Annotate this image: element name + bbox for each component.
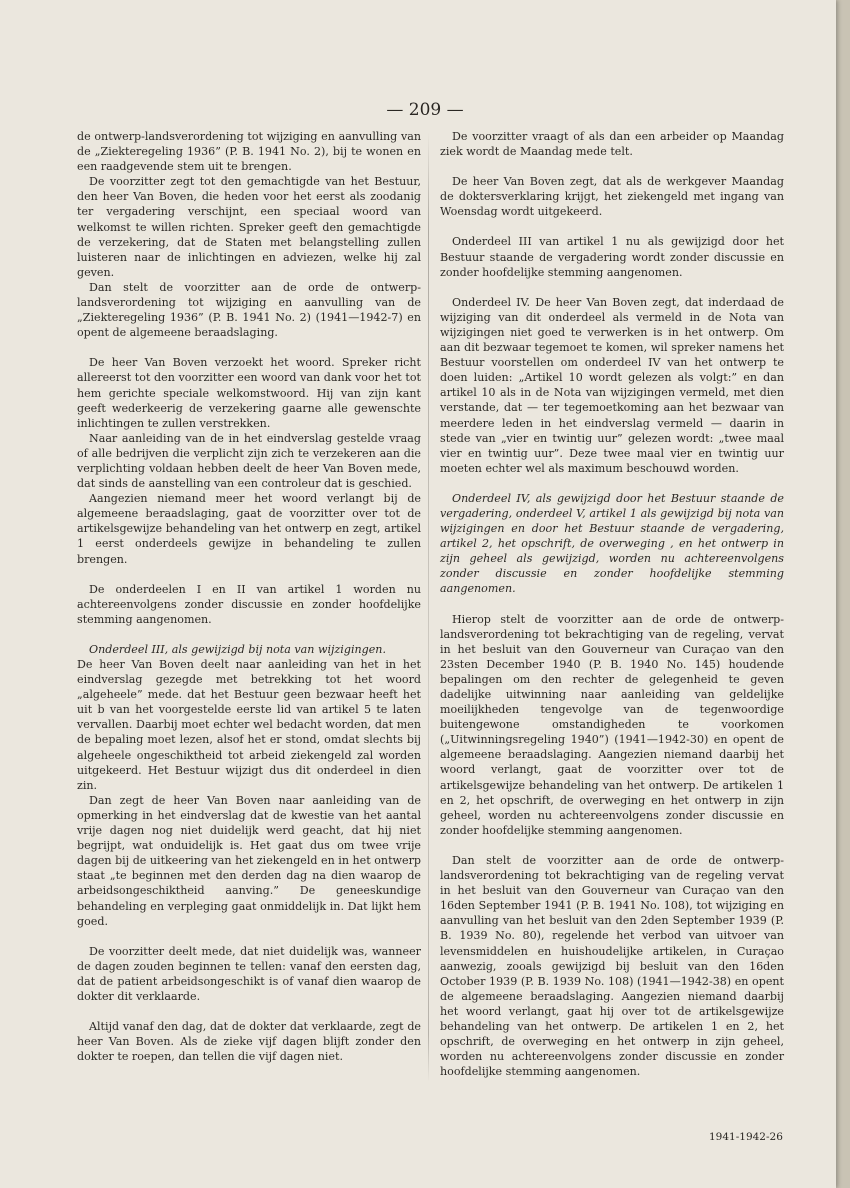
left-paragraph-6: Aangezien niemand meer het woord verlangt bij de algemeene beraadslaging, gaat de voorzitter over tot de artikelsgewijze behandeling van het ontwerp en zegt, artikel 1 eerst onderdeels gewijze in behandeling te zullen brengen. [77, 492, 421, 566]
left-paragraph-7: De onderdeelen I en II van artikel 1 worden nu achtereenvolgens zonder discussie en zonder hoofdelijke stemming aangenomen. [77, 582, 421, 626]
right-paragraph-7: Dan stelt de voorzitter aan de orde de ontwerp-landsverordening tot bekrachtiging van de regeling vervat in het besluit van den Gouverneur van Curaçao van den 16den September 1941 (P. B. 1941 No. 108), tot wijziging en aanvulling van het besluit van den 2den September 1939 (P. B. 1939 No. 80), regelende het verbod van uitvoer van levensmiddelen en huishoudelijke artikelen, in Curaçao aanwezig, zooals gewijzigd bij besluit van den 16den October 1939 (P. B. 1939 No. 108) (1941—1942-38) en opent de algemeene beraadslaging. Aangezien niemand daarbij het woord verlangt, gaat hij over tot de artikelsgewijze behandeling van het ontwerp. De artikelen 1 en 2, het opschrift, de overweging en het ontwerp in zijn geheel, worden nu achtereenvolgens zonder discussie en zonder hoofdelijke stemming aangenomen. [440, 853, 784, 1079]
left-paragraph-1: de ontwerp-landsverordening tot wijziging en aanvulling van de „Ziekteregeling 1936” (P. B. 1941 No. 2), bij te wonen en een raadgevende stem uit te brengen. [77, 130, 421, 174]
column-divider [428, 132, 429, 1082]
left-column [77, 129, 421, 1064]
page-number: — 209 — [386, 100, 464, 120]
right-paragraph-6: Hierop stelt de voorzitter aan de orde de ontwerp-landsverordening tot bekrachtiging van de regeling, vervat in het besluit van den Gouverneur van Curaçao van den 23sten December 1940 (P. B. 1940 No. 145) houdende bepalingen om den rechter de gelegenheid te geven dadelijke uitwinning naar aanleiding van geldelijke moeilijkheden tengevolge van de tegenwoordige buitengewone omstandigheden te voorkomen („Uitwinningsregeling 1940”) (1941—1942-30) en opent de algemeene beraadslaging. Aangezien niemand daarbij het woord verlangt, gaat de voorzitter over tot de artikelsgewijze behandeling van het ontwerp. De artikelen 1 en 2, het opschrift, de overweging en het ontwerp in zijn geheel, worden nu achtereenvolgens zonder discussie en zonder hoofdelijke stemming aangenomen. [440, 612, 784, 837]
left-paragraph-8: De heer Van Boven deelt naar aanleiding van het in het eindverslag gezegde met betrekking tot het woord „algeheele” mede. dat het Bestuur geen bezwaar heeft het uit b van het voorgestelde eerste lid van artikel 5 te laten vervallen. Daarbij moet echter wel bedacht worden, dat men de bepaling moet lezen, alsof het er stond, omdat slechts bij algeheele ongeschiktheid tot arbeid ziekengeld zal worden uitgekeerd. Het Bestuur wijzigt dus dit onderdeel in dien zin. [77, 658, 421, 792]
document-reference: 1941-1942-26 [709, 1131, 783, 1143]
right-paragraph-1: De voorzitter vraagt of als dan een arbeider op Maandag ziek wordt de Maandag mede telt. [440, 130, 784, 159]
right-paragraph-3: Onderdeel III van artikel 1 nu als gewijzigd door het Bestuur staande de vergadering wordt zonder discussie en zonder hoofdelijke stemming aangenomen. [440, 235, 784, 279]
left-paragraph-3: Dan stelt de voorzitter aan de orde de ontwerp-landsverordening tot wijziging en aanvulling van de „Ziekteregeling 1936” (P. B. 1941 No. 2) (1941—1942-7) en opent de algemeene beraadslaging. [77, 280, 421, 340]
left-paragraph-10: De voorzitter deelt mede, dat niet duidelijk was, wanneer de dagen zouden beginnen te tellen: vanaf den eersten dag, dat de patient arbeidsongeschikt is of vanaf dien waarop de dokter dit verklaarde. [77, 944, 421, 1003]
left-subheading-onderdeel-iii: Onderdeel III, als gewijzigd bij nota van wijzigingen. [89, 642, 386, 656]
right-paragraph-2: De heer Van Boven zegt, dat als de werkgever Maandag de doktersverklaring krijgt, het ziekengeld met ingang van Woensdag wordt uitgekeerd. [440, 175, 784, 219]
left-paragraph-11: Altijd vanaf den dag, dat de dokter dat verklaarde, zegt de heer Van Boven. Als de zieke vijf dagen blijft zonder den dokter te roepen, dan tellen die vijf dagen niet. [77, 1020, 421, 1064]
left-paragraph-9: Dan zegt de heer Van Boven naar aanleiding van de opmerking in het eindverslag dat de kwestie van het aantal vrije dagen nog niet duidelijk werd geacht, dat hij niet begrijpt, wat onduidelijk is. Het gaat dus om twee vrije dagen bij de uitkeering van het ziekengeld en in het ontwerp staat „te beginnen met den derden dag na dien waarop de arbeidsongeschiktheid aanving.” De geneeskundige behandeling en verpleging gaat onmiddelijk in. Dat lijkt hem goed. [77, 793, 421, 928]
left-paragraph-4: De heer Van Boven verzoekt het woord. Spreker richt allereerst tot den voorzitter een woord van dank voor het tot hem gerichte speciale welkomstwoord. Hij van zijn kant geeft wederkeerig de verzekering gaarne alle gewenschte inlichtingen te zullen verstrekken. [77, 356, 421, 430]
right-paragraph-5: Onderdeel IV, als gewijzigd door het Bestuur staande de vergadering, onderdeel V, artikel 1 als gewijzigd bij nota van wijzigingen en door het Bestuur staande de vergadering, artikel 2, het opschrift, de overweging , en het ontwerp in zijn geheel als gewijzigd, worden nu achtereenvolgens zonder discussie en zonder hoofdelijke stemming aangenomen. [440, 491, 784, 596]
right-paragraph-4: Onderdeel IV. De heer Van Boven zegt, dat inderdaad de wijziging van dit onderdeel als vermeld in de Nota van wijzigingen niet goed te verwerken is in het ontwerp. Om aan dit bezwaar tegemoet te komen, wil spreker namens het Bestuur voorstellen om onderdeel IV van het ontwerp te doen luiden: „Artikel 10 wordt gelezen als volgt:” en dan artikel 10 als in de Nota van wijzigingen vermeld, met dien verstande, dat — ter tegemoetkoming aan het bezwaar van meerdere leden in het eindverslag vermeld — daarin in stede van „vier en twintig uur” gelezen wordt: „twee maal vier en twintig uur”. Deze twee maal vier en twintig uur moeten echter wel als maximum beschouwd worden. [440, 295, 784, 475]
left-paragraph-2: De voorzitter zegt tot den gemachtigde van het Bestuur, den heer Van Boven, die heden voor het eerst als zoodanig ter vergadering verschijnt, een speciaal woord van welkomst te willen richten. Spreker geeft den gemachtigde de verzekering, dat de Staten met belangstelling zullen luisteren naar de inlichtingen en adviezen, welke hij zal geven. [77, 175, 421, 279]
right-column [440, 129, 784, 1079]
left-paragraph-5: Naar aanleiding van de in het eindverslag gestelde vraag of alle bedrijven die verplicht zijn zich te verzekeren aan die verplichting voldaan hebben deelt de heer Van Boven mede, dat sinds de aanstelling van een controleur dat is geschied. [77, 431, 421, 491]
